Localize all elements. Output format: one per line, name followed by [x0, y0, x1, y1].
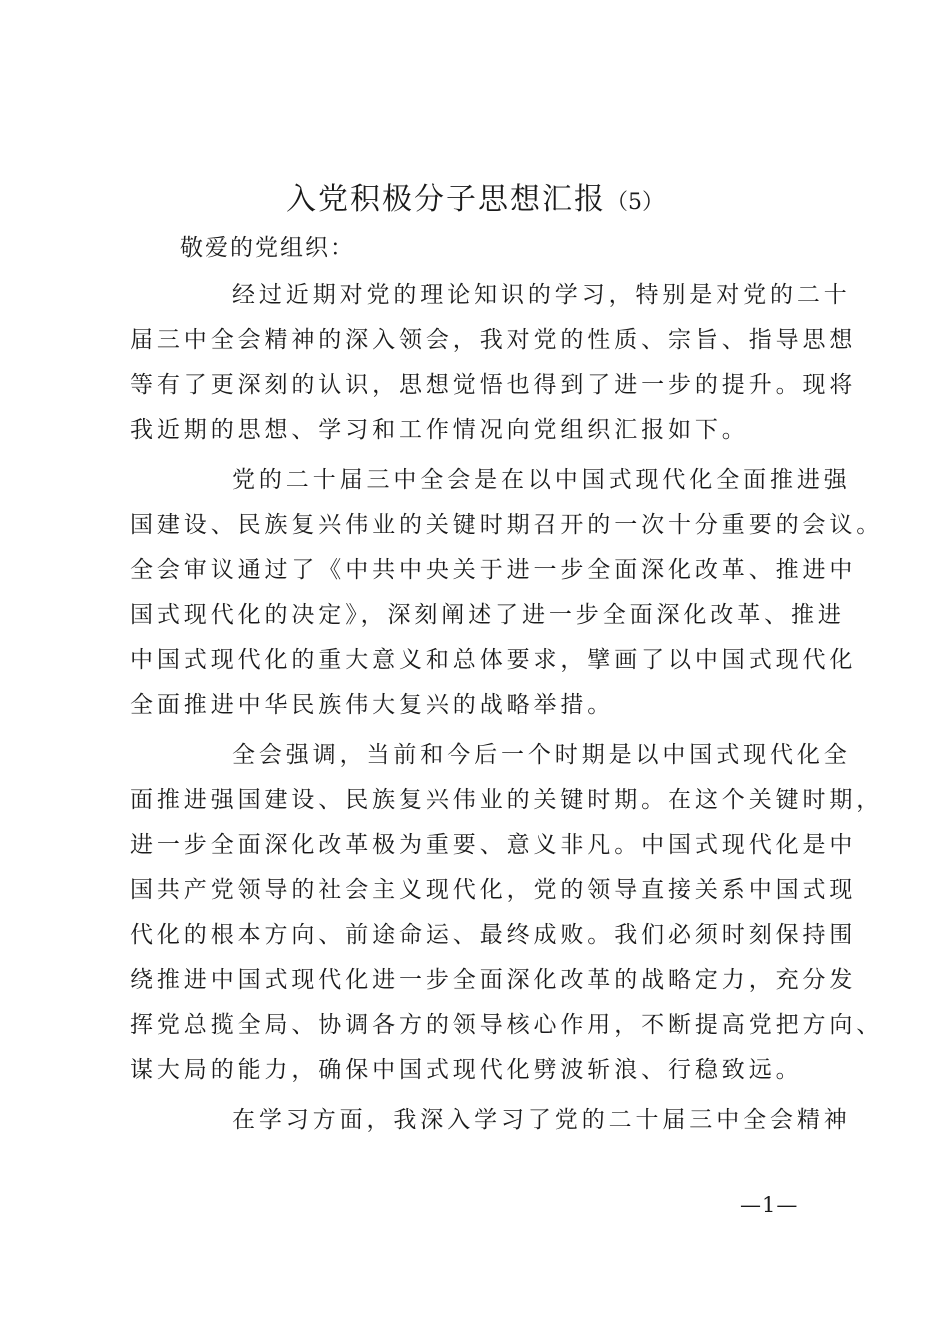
paragraph-1-line-1: 经过近期对党的理论知识的学习，特别是对党的二十: [232, 282, 851, 308]
paragraph-1-line-2: 届三中全会精神的深入领会，我对党的性质、宗旨、指导思想: [130, 327, 857, 353]
paragraph-3-line-4: 国共产党领导的社会主义现代化，党的领导直接关系中国式现: [130, 877, 857, 903]
paragraph-2-line-3: 全会审议通过了《中共中央关于进一步全面深化改革、推进中: [130, 557, 857, 583]
paragraph-2-line-2: 国建设、民族复兴伟业的关键时期召开的一次十分重要的会议。: [130, 512, 884, 538]
salutation: 敬爱的党组织：: [180, 235, 355, 261]
paragraph-3-line-8: 谋大局的能力，确保中国式现代化劈波斩浪、行稳致远。: [130, 1057, 803, 1083]
paragraph-3-line-1: 全会强调，当前和今后一个时期是以中国式现代化全: [232, 742, 851, 768]
paragraph-2-line-4: 国式现代化的决定》，深刻阐述了进一步全面深化改革、推进: [130, 602, 845, 628]
title-number: （5）: [606, 190, 664, 215]
paragraph-3-line-2: 面推进强国建设、民族复兴伟业的关键时期。在这个关键时期，: [130, 787, 884, 813]
paragraph-1-line-3: 等有了更深刻的认识，思想觉悟也得到了进一步的提升。现将: [130, 372, 857, 398]
paragraph-1-line-4: 我近期的思想、学习和工作情况向党组织汇报如下。: [130, 417, 749, 443]
paragraph-4-line-1: 在学习方面，我深入学习了党的二十届三中全会精神: [232, 1107, 851, 1133]
paragraph-3-line-6: 绕推进中国式现代化进一步全面深化改革的战略定力，充分发: [130, 967, 857, 993]
paragraph-3-line-5: 代化的根本方向、前途命运、最终成败。我们必须时刻保持围: [130, 922, 857, 948]
paragraph-2-line-6: 全面推进中华民族伟大复兴的战略举措。: [130, 692, 615, 718]
title-text: 入党积极分子思想汇报: [286, 182, 606, 217]
paragraph-2-line-5: 中国式现代化的重大意义和总体要求，擘画了以中国式现代化: [130, 647, 857, 673]
page-title: [0, 176, 950, 227]
paragraph-2-line-1: 党的二十届三中全会是在以中国式现代化全面推进强: [232, 467, 851, 493]
document-body: [130, 273, 890, 1143]
page-number: —1—: [740, 1193, 799, 1217]
paragraph-3-line-3: 进一步全面深化改革极为重要、意义非凡。中国式现代化是中: [130, 832, 857, 858]
paragraph-3-line-7: 挥党总揽全局、协调各方的领导核心作用，不断提高党把方向、: [130, 1012, 884, 1038]
